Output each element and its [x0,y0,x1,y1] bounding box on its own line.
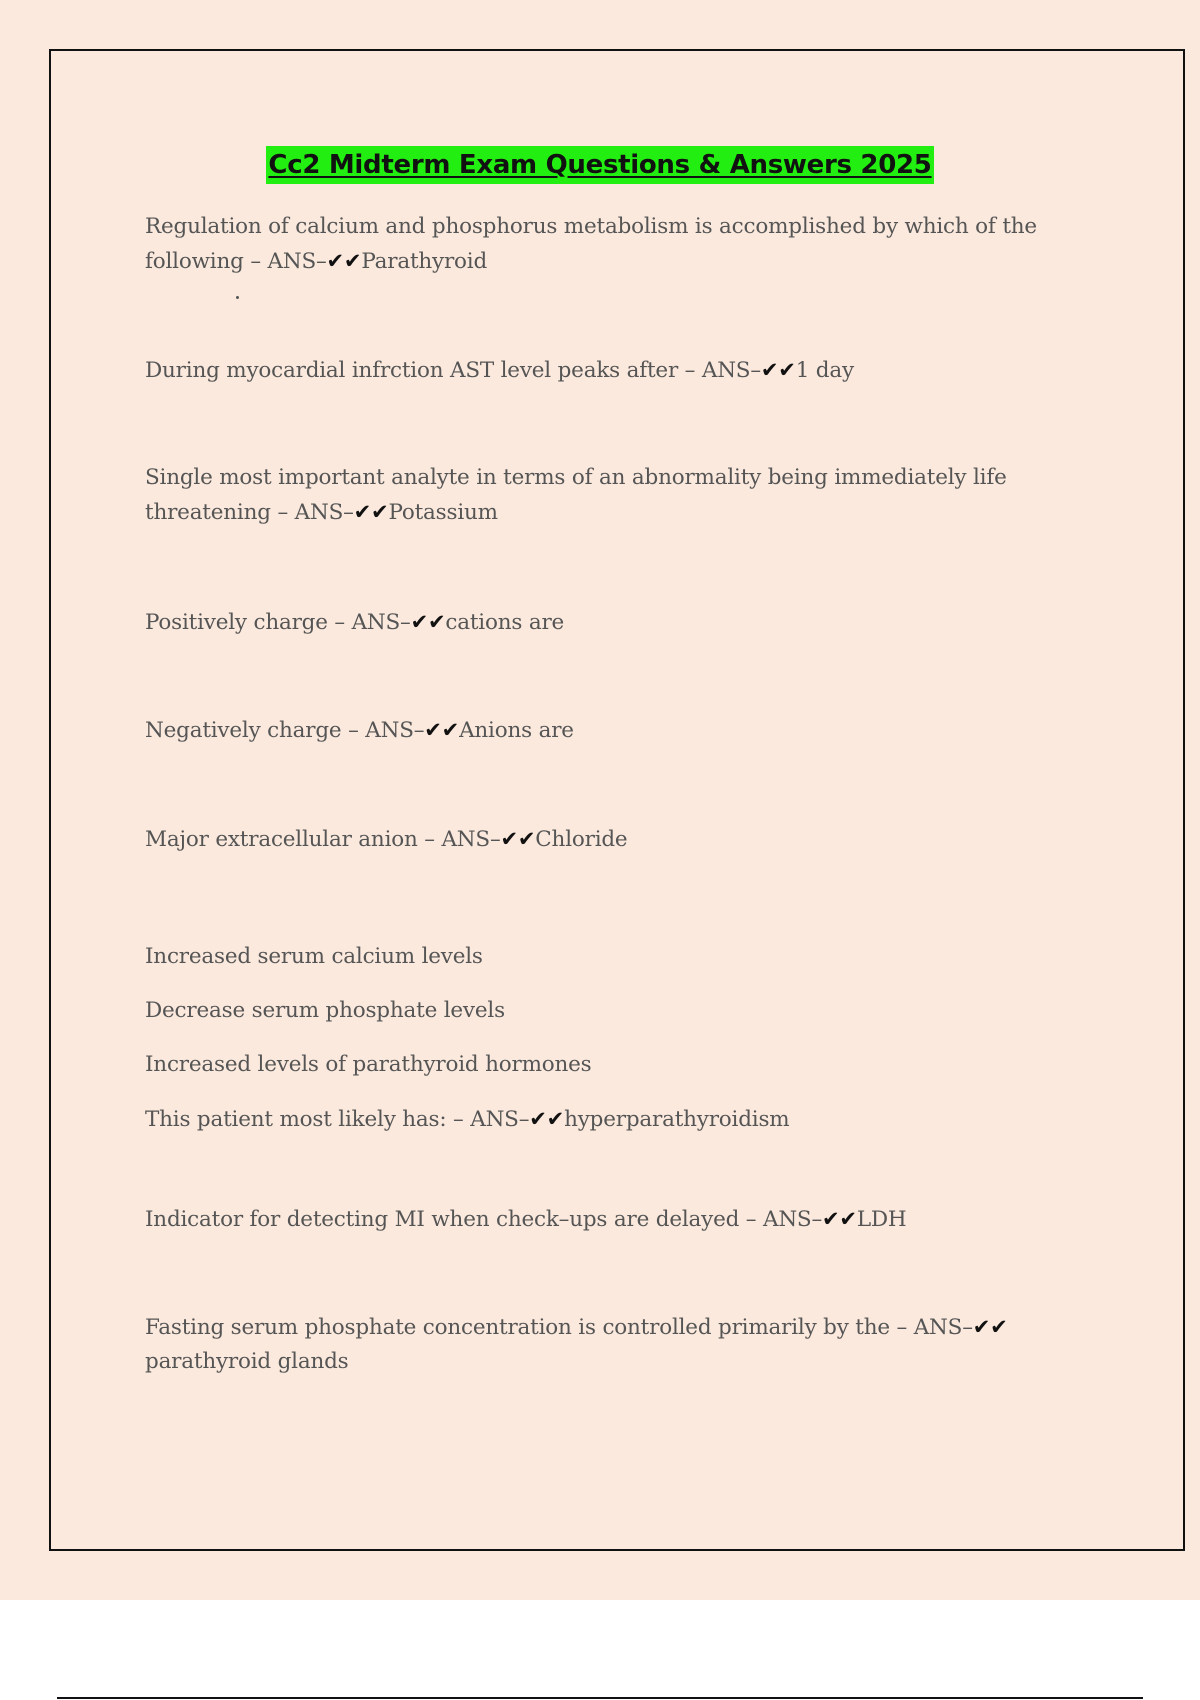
qa-item-4 [145,605,1075,640]
stray-dot [236,296,239,299]
answer-text: LDH [856,1207,907,1232]
question-text: Major extracellular anion [145,827,418,852]
answer-text: Anions are [459,718,574,743]
answer-separator: – ANS– [243,249,327,274]
check-icon: ✔✔ [529,1107,565,1131]
qa-item-3 [145,461,1075,530]
question-text: Negatively charge [145,718,342,743]
question-line: Increased levels of parathyroid hormones [145,1052,592,1077]
qa-item-7 [145,930,1075,1147]
check-icon: ✔✔ [500,827,536,851]
document-title: Cc2 Midterm Exam Questions & Answers 2025 [266,146,933,184]
question-line: Decrease serum phosphate levels [145,998,505,1023]
question-text: This patient most likely has: [145,1107,447,1132]
answer-separator: – ANS– [417,827,501,852]
check-icon: ✔✔ [760,358,796,382]
answer-text: cations are [445,610,565,635]
qa-item-2 [145,353,1075,388]
qa-item-8 [145,1202,1075,1237]
question-text: During myocardial infrction AST level peaks after [145,358,679,383]
check-icon: ✔✔ [410,610,446,634]
check-icon: ✔✔ [424,718,460,742]
question-text: Positively charge [145,610,328,635]
answer-separator: – ANS– [739,1207,823,1232]
answer-text: 1 day [795,358,854,383]
question-text: Regulation of calcium and phosphorus metabolism is accomplished by which of the [145,214,1037,239]
qa-item-5 [145,713,1075,748]
question-text: Single most important analyte in terms of an abnormality being immediately life [145,465,1007,490]
page-footer-rule [57,1697,1143,1699]
answer-separator: – ANS– [446,1107,530,1132]
question-text: following [145,249,244,274]
answer-separator: – ANS– [678,358,761,383]
answer-text: Chloride [535,827,628,852]
check-icon: ✔✔ [326,249,362,273]
question-text: threatening [145,500,271,525]
answer-text: Potassium [388,500,498,525]
answer-text: hyperparathyroidism [564,1107,790,1132]
answer-separator: – ANS– [341,718,425,743]
answer-separator: – ANS– [889,1315,973,1340]
qa-item-6 [145,822,1075,857]
answer-text: parathyroid glands [145,1349,349,1374]
check-icon: ✔✔ [353,500,389,524]
title-container [0,146,1200,184]
check-icon: ✔✔ [822,1207,857,1231]
qa-item-1 [145,210,1075,279]
answer-separator: – ANS– [327,610,411,635]
question-text: Fasting serum phosphate concentration is controlled primarily by the [145,1315,890,1340]
qa-item-9 [145,1310,1075,1379]
question-line: Increased serum calcium levels [145,944,483,969]
answer-separator: – ANS– [270,500,354,525]
check-icon: ✔✔ [972,1315,1008,1339]
question-text: Indicator for detecting MI when check–ups are delayed [145,1207,740,1232]
answer-text: Parathyroid [361,249,488,274]
